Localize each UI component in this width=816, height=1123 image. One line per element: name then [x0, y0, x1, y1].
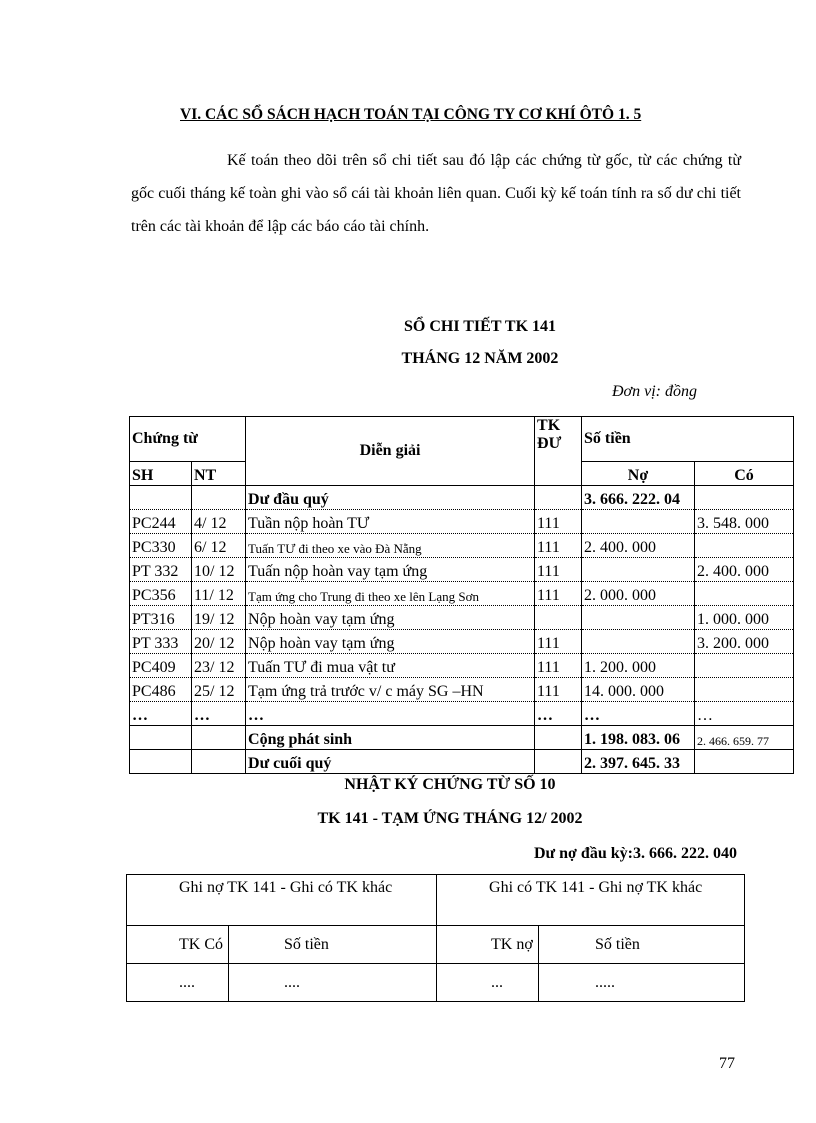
cell-acc: 111: [535, 534, 582, 558]
totals-credit: 2. 466. 659. 77: [695, 726, 794, 750]
section-heading: VI. CÁC SỔ SÁCH HẠCH TOÁN TẠI CÔNG TY CƠ KHÍ ÔTÔ 1. 5: [180, 106, 642, 123]
cell-acc: 111: [535, 582, 582, 606]
cell-desc: Tuấn nộp hoàn vay tạm ứng: [246, 558, 535, 582]
totals-label: Cộng phát sinh: [246, 726, 535, 750]
cell-debit: [582, 510, 695, 534]
cell-desc: Tuấn TƯ đi mua vật tư: [246, 654, 535, 678]
table-row: [130, 678, 794, 702]
cell-sh: PC356: [130, 582, 192, 606]
header-voucher: Chứng từ: [130, 417, 246, 462]
table-row: [130, 510, 794, 534]
cell-nt: 4/ 12: [192, 510, 246, 534]
header-amount: Số tiền: [582, 417, 794, 462]
totals-debit: 1. 198. 083. 06: [582, 726, 695, 750]
cell-acc: 111: [535, 630, 582, 654]
cell-debit: 14. 000. 000: [582, 678, 695, 702]
cell-acc: 111: [535, 558, 582, 582]
journal-subtitle: TK 141 - TẠM ỨNG THÁNG 12/ 2002: [317, 810, 583, 827]
ledger-subtitle: THÁNG 12 NĂM 2002: [401, 350, 559, 367]
journal-left-amount: Số tiền: [229, 926, 437, 964]
journal-right-acc: TK nợ: [437, 926, 539, 964]
cell-acc: 111: [535, 678, 582, 702]
journal-right-amount-value: .....: [539, 964, 745, 1002]
closing-label: Dư cuối quý: [246, 750, 535, 774]
intro-paragraph: Kế toán theo dõi trên sổ chi tiết sau đó lập các chứng từ gốc, từ các chứng từ gốc cuối tháng kế toàn ghi vào sổ cái tài khoản liên quan. Cuối kỳ kế toán tính ra số dư chi tiết trên các tài khoản để lập các báo cáo tài chính.: [131, 152, 741, 235]
cell-debit: 1. 200. 000: [582, 654, 695, 678]
cell-acc: …: [535, 702, 582, 726]
header-debit: Nợ: [582, 462, 695, 486]
cell-nt: 25/ 12: [192, 678, 246, 702]
cell-desc: Tạm ứng cho Trung đi theo xe lên Lạng Sơn: [246, 582, 535, 606]
cell-sh: PT 333: [130, 630, 192, 654]
table-row: [130, 534, 794, 558]
opening-balance: Dư nợ đầu kỳ:3. 666. 222. 040: [534, 845, 737, 862]
cell-sh: PT316: [130, 606, 192, 630]
cell-nt: 10/ 12: [192, 558, 246, 582]
cell-sh: PC244: [130, 510, 192, 534]
journal-left-amount-value: ....: [229, 964, 437, 1002]
opening-label: Dư đầu quý: [246, 486, 535, 510]
header-nt: NT: [192, 462, 246, 486]
cell-nt: 6/ 12: [192, 534, 246, 558]
ledger-title: SỔ CHI TIẾT TK 141: [403, 318, 557, 335]
totals-row: [130, 726, 794, 750]
opening-debit: 3. 666. 222. 04: [582, 486, 695, 510]
journal-left-acc-value: ....: [127, 964, 229, 1002]
page-number: 77: [719, 1055, 735, 1072]
table-row: [130, 654, 794, 678]
table-row: [130, 630, 794, 654]
header-credit: Có: [695, 462, 794, 486]
cell-nt: …: [192, 702, 246, 726]
cell-sh: PC409: [130, 654, 192, 678]
cell-credit: 1. 000. 000: [695, 606, 794, 630]
journal-left-acc: TK Có: [127, 926, 229, 964]
cell-debit: 2. 000. 000: [582, 582, 695, 606]
cell-acc: [535, 606, 582, 630]
cell-debit: [582, 630, 695, 654]
cell-credit: 3. 200. 000: [695, 630, 794, 654]
cell-sh: PT 332: [130, 558, 192, 582]
cell-credit: …: [695, 702, 794, 726]
header-account: TK ĐƯ: [535, 417, 582, 486]
cell-desc: Nộp hoàn vay tạm ứng: [246, 606, 535, 630]
journal-title: NHẬT KÝ CHỨNG TỪ SỐ 10: [344, 776, 556, 793]
cell-acc: 111: [535, 654, 582, 678]
cell-desc: Nộp hoàn vay tạm ứng: [246, 630, 535, 654]
cell-desc: …: [246, 702, 535, 726]
cell-debit: …: [582, 702, 695, 726]
cell-nt: 20/ 12: [192, 630, 246, 654]
journal-right-acc-value: ...: [437, 964, 539, 1002]
cell-desc: Tuần nộp hoàn TƯ: [246, 510, 535, 534]
cell-debit: 2. 400. 000: [582, 534, 695, 558]
cell-sh: PC486: [130, 678, 192, 702]
cell-debit: [582, 606, 695, 630]
closing-debit: 2. 397. 645. 33: [582, 750, 695, 774]
cell-acc: 111: [535, 510, 582, 534]
table-row: [130, 558, 794, 582]
table-row: [130, 702, 794, 726]
cell-credit: [695, 654, 794, 678]
cell-sh: PC330: [130, 534, 192, 558]
journal-left-header: Ghi nợ TK 141 - Ghi có TK khác: [127, 875, 437, 926]
journal-right-header: Ghi có TK 141 - Ghi nợ TK khác: [437, 875, 745, 926]
header-sh: SH: [130, 462, 192, 486]
ledger-unit: Đơn vị: đồng: [612, 383, 697, 400]
cell-sh: …: [130, 702, 192, 726]
table-row: [130, 606, 794, 630]
cell-credit: [695, 534, 794, 558]
cell-nt: 19/ 12: [192, 606, 246, 630]
cell-nt: 23/ 12: [192, 654, 246, 678]
cell-desc: Tạm ứng trả trước v/ c máy SG –HN: [246, 678, 535, 702]
cell-credit: [695, 678, 794, 702]
cell-credit: 2. 400. 000: [695, 558, 794, 582]
ledger-table: [129, 416, 794, 774]
cell-credit: [695, 582, 794, 606]
journal-table: [126, 874, 745, 1002]
table-row: [130, 582, 794, 606]
cell-credit: 3. 548. 000: [695, 510, 794, 534]
cell-desc: Tuấn TƯ đi theo xe vào Đà Nẵng: [246, 534, 535, 558]
cell-debit: [582, 558, 695, 582]
closing-row: [130, 750, 794, 774]
opening-row: [130, 486, 794, 510]
cell-nt: 11/ 12: [192, 582, 246, 606]
header-description: Diễn giải: [246, 417, 535, 486]
journal-right-amount: Số tiền: [539, 926, 745, 964]
